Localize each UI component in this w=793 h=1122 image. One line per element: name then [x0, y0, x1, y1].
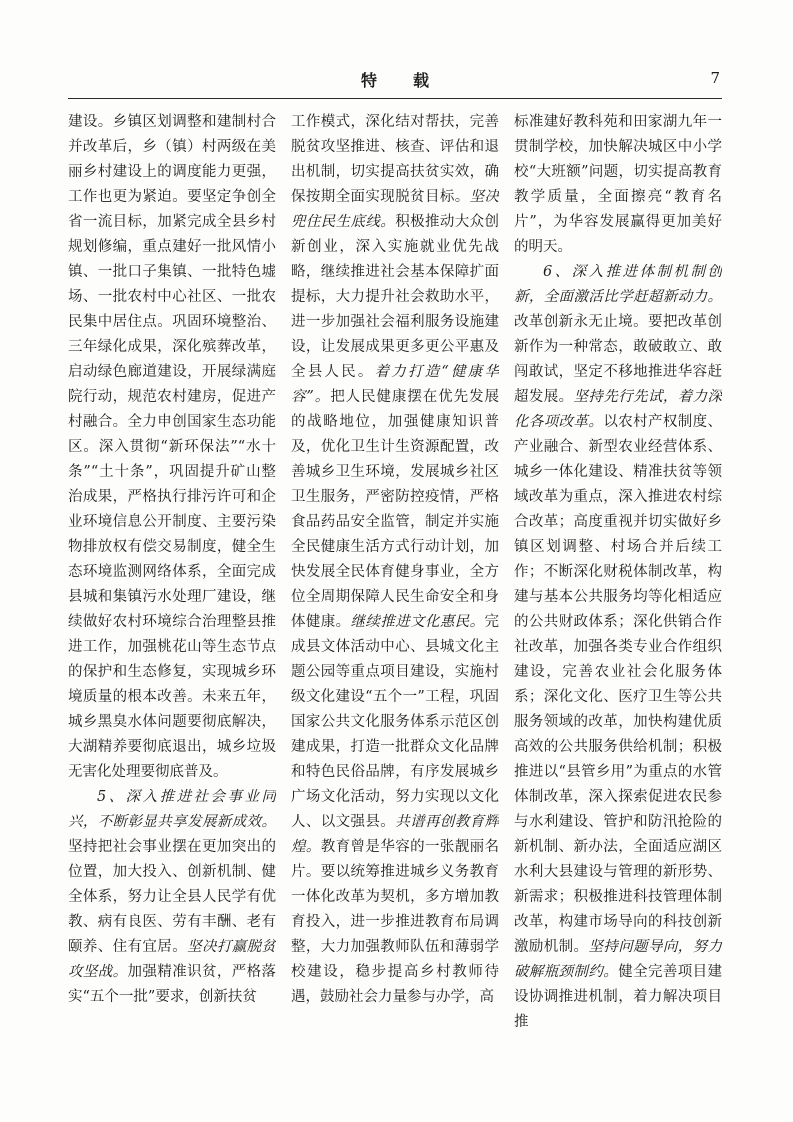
emphasis-run: 5、深入推进社会事业同兴，不断彰显共享发展新成效。 [68, 789, 276, 830]
header-title: 特 载 [360, 71, 439, 90]
paragraph [514, 110, 722, 260]
text-run: 建设。乡镇区划调整和建制村合并改革后，乡（镇）村两级在美丽乡村建设上的调度能力更强，工作也更为紧迫。要坚定争创全省一流目标，加紧完成全县乡村规划修编，重点建好一批风情小镇、一批口子集镇、一批特色墟场、一批农村中心社区、一批农民集中居住点。巩固环境整治、三年绿化成果，深化殡葬改革，启动绿色廊道建设，开展绿满庭院行动，规范农村建房，促进产村融合。全力申创国家生态功能区。深入贯彻“新环保法”“水十条”“土十条”，巩固提升矿山整治成果，严格执行排污许可和企业环境信息公开制度、主要污染物排放权有偿交易制度，健全生态环境监测网络体系，全面完成县城和集镇污水处理厂建设，继续做好农村环境综合治理整县推进工作，加强桃花山等生态节点的保护和生态修复，实现城乡环境质量的根本改善。未来五年，城乡黑臭水体问题要彻底解决，大湖精养要彻底退出，城乡垃圾无害化处理要彻底普及。 [68, 114, 276, 780]
emphasis-run: 坚持先行先试，着力深化各项改革。 [514, 389, 722, 430]
text-run: 健全完善项目建设协调推进机制，着力解决项目推 [514, 964, 722, 1030]
text-run: 完成县文体活动中心、县城文化主题公园等重点项目建设，实施村级文化建设“五个一”工程，巩固国家公共文化服务体系示范区创建成果，打造一批群众文化品牌和特色民俗品牌，有序发展城乡广场文化活动，努力实现以文化人、以文强县。 [291, 614, 499, 830]
emphasis-run: 继续推进文化惠民。 [350, 614, 485, 630]
text-run: 标准建好教科苑和田家湖九年一贯制学校，加快解决城区中小学校“大班额”问题，切实提高教育教学质量，全面擦亮“教育名片”，为华容发展赢得更加美好的明天。 [514, 114, 722, 255]
text-run: 积极推动大众创新创业，深入实施就业优先战略，继续推进社会基本保障扩面提标，大力提升社会救助水平，进一步加强社会福利服务设施建设，让发展成果更多更公平惠及全县人民。 [291, 214, 499, 380]
emphasis-run: 坚决打赢脱贫攻坚战。 [68, 939, 276, 980]
text-run: 教育曾是华容的一张靓丽名片。要以统筹推进城乡义务教育一体化改革为契机，多方增加教育投入，进一步推进教育布局调整，大力加强教师队伍和薄弱学校建设，稳步提高乡村教师待遇，鼓励社会力量参与办学，高 [291, 839, 499, 1005]
header-rule [68, 98, 722, 99]
text-column [68, 110, 276, 1048]
text-run: 改革创新永无止境。要把改革创新作为一种常态，敢破敢立、敢闯敢试，坚定不移地推进华容赶超发展。 [514, 314, 722, 405]
text-columns [68, 110, 722, 1048]
emphasis-run: 坚决兜住民生底线。 [291, 189, 499, 230]
paragraph [68, 110, 276, 785]
emphasis-run: 6、深入推进体制机制创新，全面激活比学赶超新动力。 [514, 264, 722, 305]
emphasis-run: 坚持问题导向，努力破解瓶颈制约。 [514, 939, 722, 980]
text-run: 工作模式，深化结对帮扶，完善脱贫攻坚推进、核查、评估和退出机制，切实提高扶贫实效，确保按期全面实现脱贫目标。 [291, 114, 499, 205]
text-column [291, 110, 499, 1048]
text-run: 把人民健康摆在优先发展的战略地位，加强健康知识普及，优化卫生计生资源配置，改善城乡卫生环境，发展城乡社区卫生服务，严密防控疫情，严格食品药品安全监管，制定并实施全民健康生活方式行动计划，加快发展全民体育健身事业，全方位全周期保障人民生命安全和身体健康。 [291, 389, 499, 630]
page-header [68, 68, 722, 94]
text-run: 加强精准识贫，严格落实“五个一批”要求，创新扶贫 [68, 964, 276, 1005]
paragraph [514, 260, 722, 1035]
text-run: 以农村产权制度、产业融合、新型农业经营体系、城乡一体化建设、精准扶贫等领域改革为重点，深入推进农村综合改革；高度重视并切实做好乡镇区划调整、村场合并后续工作；不断深化财税体制改革，构建与基本公共服务均等化相适应的公共财政体系；深化供销合作社改革，加强各类专业合作组织建设，完善农业社会化服务体系；深化文化、医疗卫生等公共服务领域的改革，加快构建优质高效的公共服务供给机制；积极推进以“县管乡用”为重点的水管体制改革，深入探索促进农民参与水利建设、管护和防汛抢险的新机制、新办法，全面适应湖区水利大县建设与管理的新形势、新需求；积极推进科技管理体制改革，构建市场导向的科技创新激励机制。 [514, 414, 722, 955]
paragraph [291, 110, 499, 1010]
emphasis-run: 着力打造“健康华容”。 [291, 364, 499, 405]
page-number: 7 [710, 69, 720, 87]
emphasis-run: 共谱再创教育辉煌。 [291, 814, 499, 855]
paragraph [68, 785, 276, 1010]
text-column [514, 110, 722, 1048]
text-run: 坚持把社会事业摆在更加突出的位置，加大投入、创新机制、健全体系，努力让全县人民学有优教、病有良医、劳有丰酬、老有颐养、住有宜居。 [68, 839, 276, 955]
